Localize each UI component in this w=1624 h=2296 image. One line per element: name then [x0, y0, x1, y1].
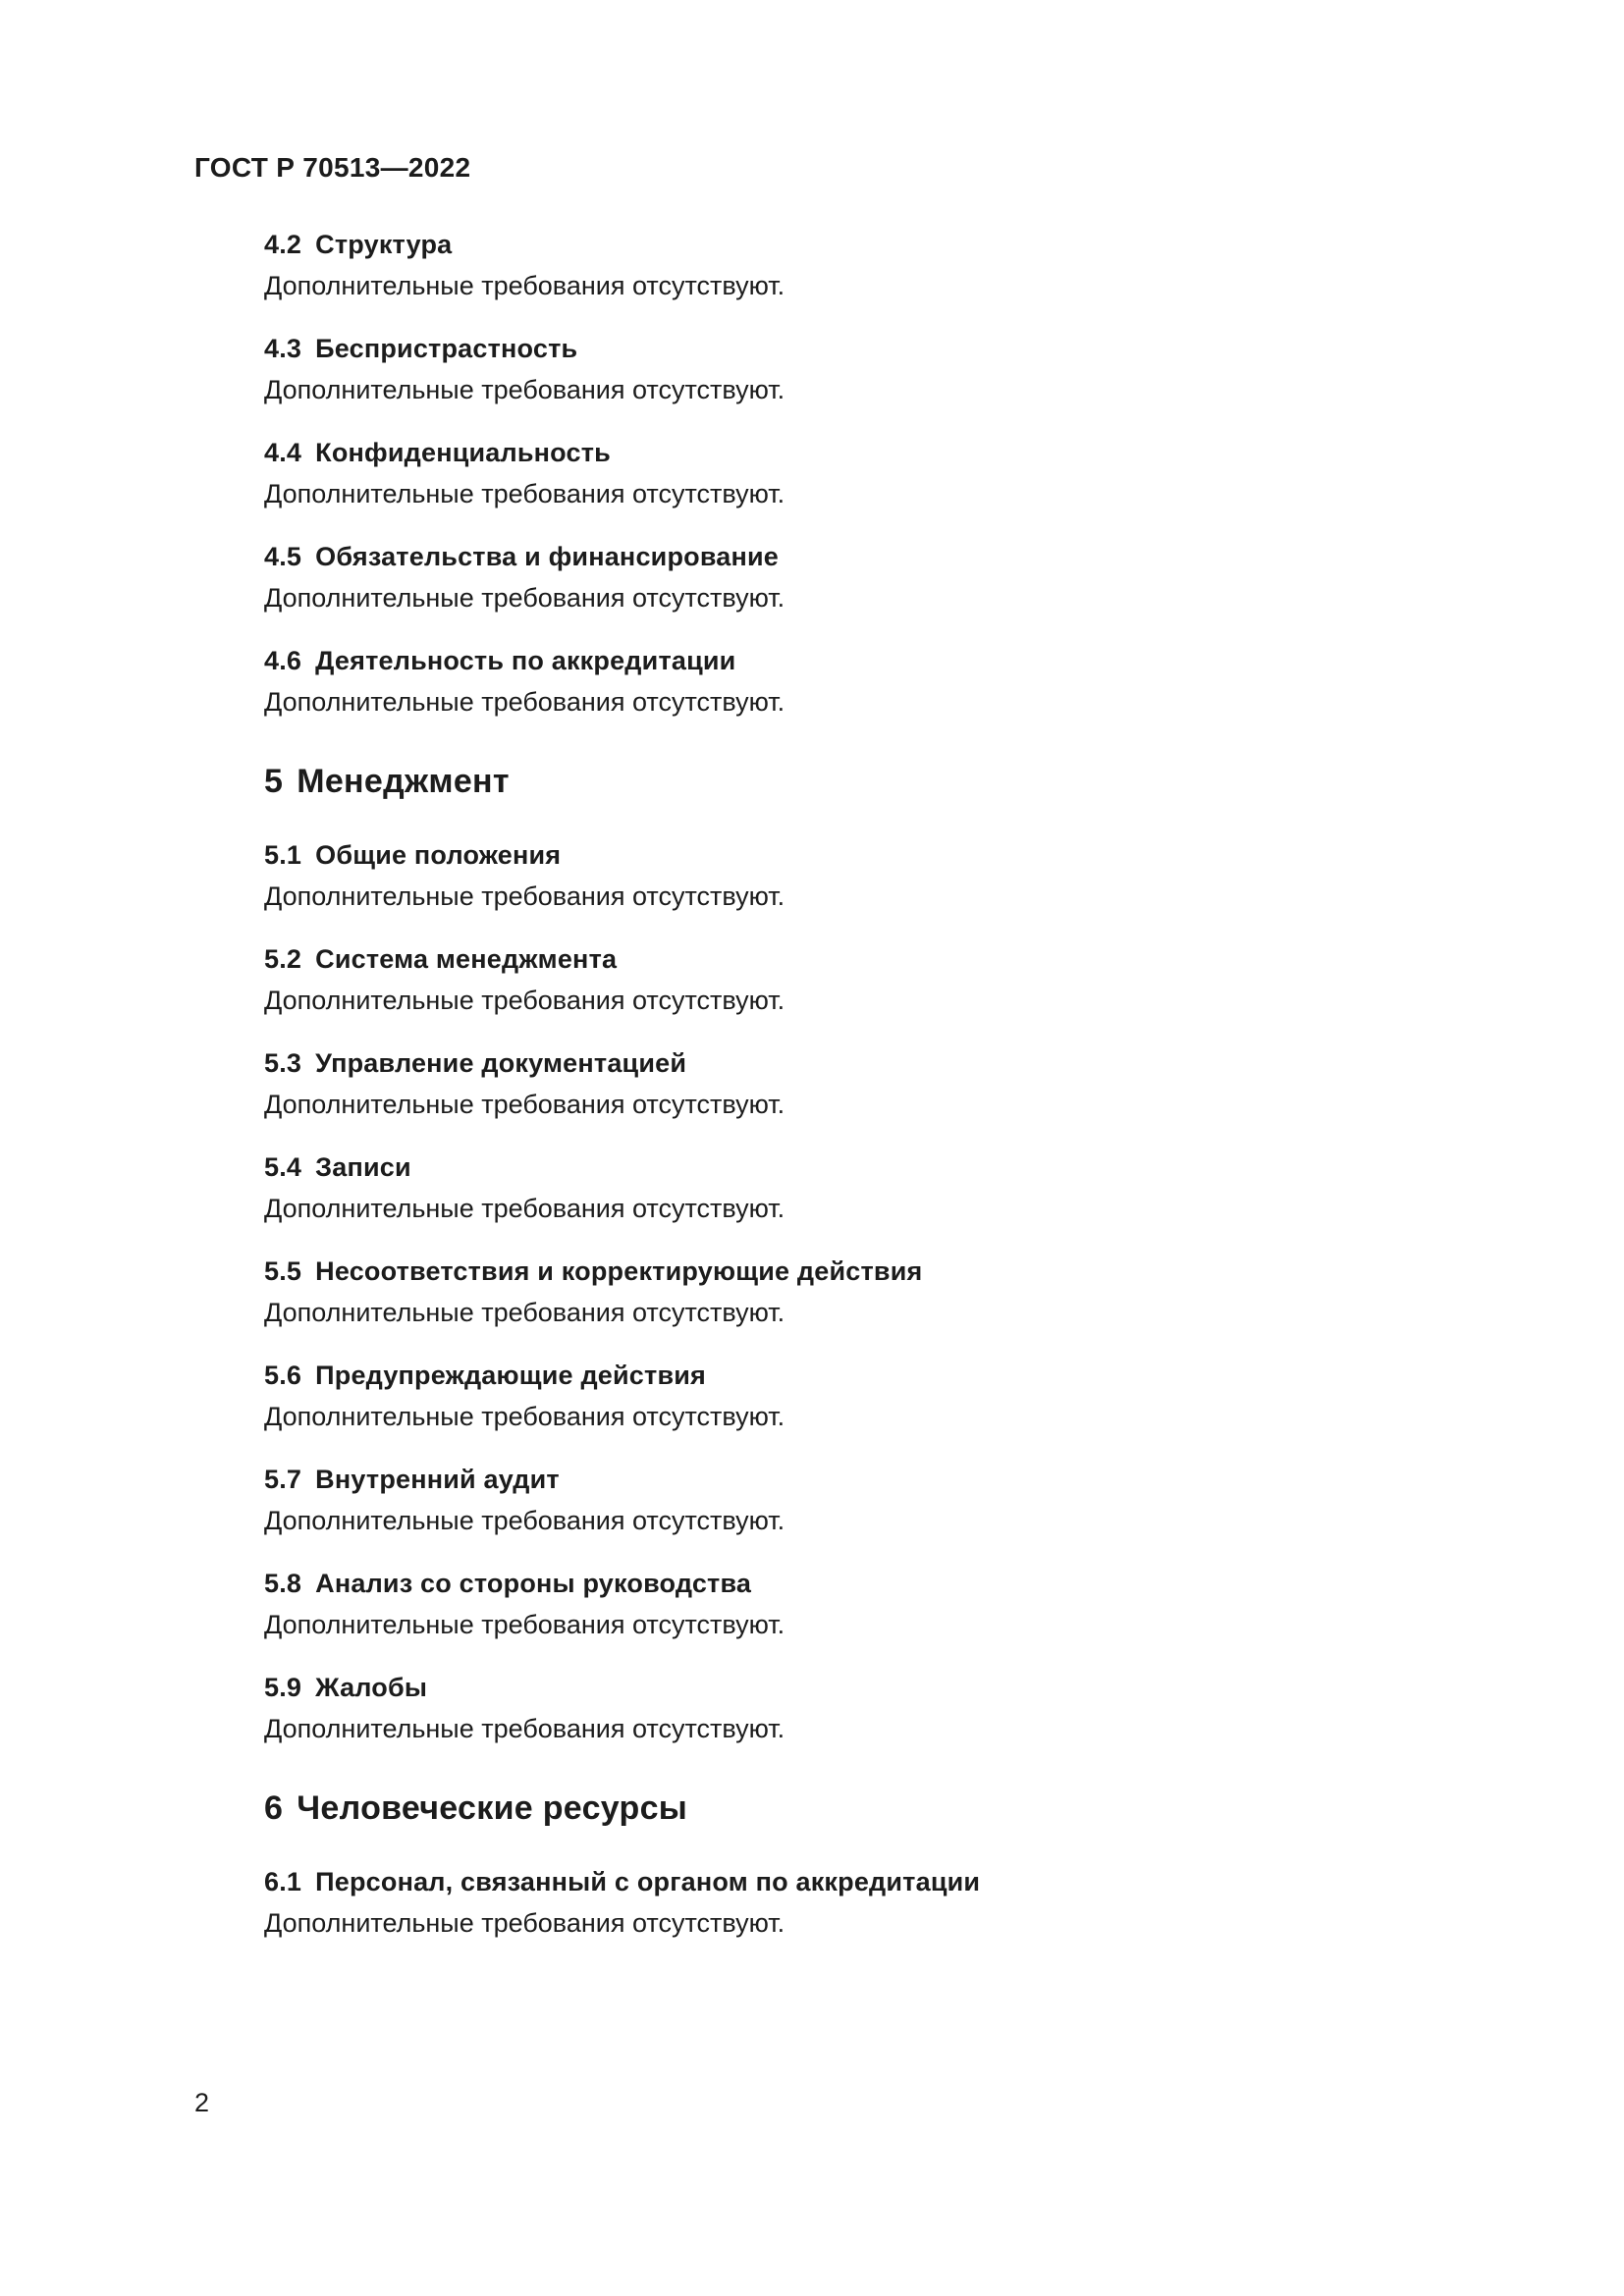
subsection-heading [264, 1861, 1442, 1902]
subsection-number: 4.3 [264, 334, 302, 363]
subsection-heading [264, 1251, 1442, 1292]
subsection-heading [264, 1667, 1442, 1708]
subsection-number: 5.4 [264, 1152, 302, 1182]
subsection-heading [264, 224, 1442, 265]
subsection-number: 5.2 [264, 944, 302, 974]
subsection-text: Дополнительные требования отсутствуют. [264, 375, 785, 404]
subsection-title: Предупреждающие действия [315, 1361, 706, 1390]
subsection-number: 5.3 [264, 1048, 302, 1078]
subsection-heading [264, 432, 1442, 473]
subsection-heading [264, 1459, 1442, 1500]
subsection-title: Обязательства и финансирование [315, 542, 780, 571]
subsection-number: 4.5 [264, 542, 302, 571]
subsection-number: 6.1 [264, 1867, 302, 1896]
document-code: ГОСТ Р 70513—2022 [194, 152, 471, 183]
subsection-heading [264, 1563, 1442, 1604]
subsection-heading [264, 640, 1442, 681]
subsection-title: Конфиденциальность [315, 438, 611, 467]
subsection-title: Деятельность по аккредитации [315, 646, 736, 675]
subsection-heading [264, 834, 1442, 876]
subsection-title: Несоответствия и корректирующие действия [315, 1256, 923, 1286]
subsection-number: 5.5 [264, 1256, 302, 1286]
subsection-heading [264, 1147, 1442, 1188]
subsection-title: Анализ со стороны руководства [315, 1569, 752, 1598]
subsection-text: Дополнительные требования отсутствуют. [264, 1714, 785, 1743]
subsection-text: Дополнительные требования отсутствуют. [264, 986, 785, 1015]
subsection-title: Система менеджмента [315, 944, 618, 974]
subsection-text: Дополнительные требования отсутствуют. [264, 1610, 785, 1639]
subsection-text: Дополнительные требования отсутствуют. [264, 271, 785, 300]
subsection-number: 5.9 [264, 1673, 302, 1702]
subsection-text: Дополнительные требования отсутствуют. [264, 1402, 785, 1431]
subsection-heading [264, 938, 1442, 980]
subsection-title: Записи [315, 1152, 411, 1182]
subsection-text: Дополнительные требования отсутствуют. [264, 1908, 785, 1938]
subsection-title: Внутренний аудит [315, 1465, 560, 1494]
subsection-title: Общие положения [315, 840, 562, 870]
subsection-number: 4.2 [264, 230, 302, 259]
subsection-title: Управление документацией [315, 1048, 687, 1078]
subsection-number: 4.6 [264, 646, 302, 675]
subsection-text: Дополнительные требования отсутствуют. [264, 1194, 785, 1223]
subsection-text: Дополнительные требования отсутствуют. [264, 1298, 785, 1327]
subsection-text: Дополнительные требования отсутствуют. [264, 881, 785, 911]
subsection-text: Дополнительные требования отсутствуют. [264, 583, 785, 613]
subsection-heading [264, 1355, 1442, 1396]
subsection-heading [264, 536, 1442, 577]
subsection-number: 4.4 [264, 438, 302, 467]
subsection-number: 5.8 [264, 1569, 302, 1598]
subsection-title: Персонал, связанный с органом по аккредитации [315, 1867, 981, 1896]
section-heading [264, 758, 1442, 805]
subsection-number: 5.6 [264, 1361, 302, 1390]
section-title: Человеческие ресурсы [297, 1789, 688, 1827]
section-heading [264, 1785, 1442, 1832]
subsection-heading [264, 1042, 1442, 1084]
document-body [264, 224, 1442, 1965]
subsection-title: Беспристрастность [315, 334, 578, 363]
page-number: 2 [194, 2088, 210, 2117]
subsection-title: Жалобы [315, 1673, 428, 1702]
section-title: Менеджмент [297, 763, 510, 800]
section-number: 6 [264, 1789, 284, 1827]
subsection-number: 5.7 [264, 1465, 302, 1494]
subsection-text: Дополнительные требования отсутствуют. [264, 479, 785, 508]
subsection-heading [264, 328, 1442, 369]
subsection-text: Дополнительные требования отсутствуют. [264, 1090, 785, 1119]
subsection-text: Дополнительные требования отсутствуют. [264, 687, 785, 717]
subsection-text: Дополнительные требования отсутствуют. [264, 1506, 785, 1535]
section-number: 5 [264, 763, 284, 800]
subsection-title: Структура [315, 230, 453, 259]
subsection-number: 5.1 [264, 840, 302, 870]
